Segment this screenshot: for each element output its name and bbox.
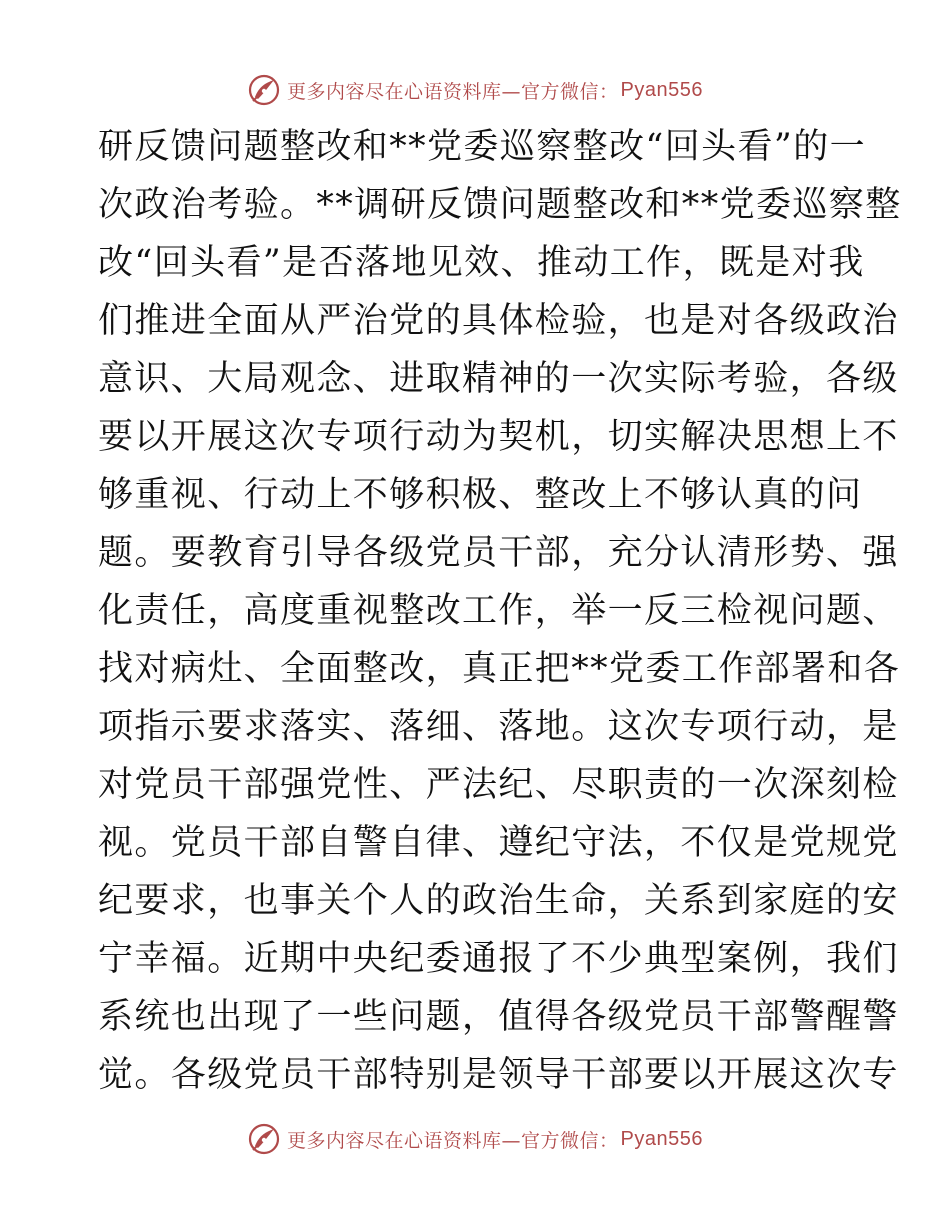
body-line: 宁幸福。近期中央纪委通报了不少典型案例，我们 (98, 939, 899, 979)
body-line: 找对病灶、全面整改，真正把**党委工作部署和各 (98, 649, 901, 689)
footer-watermark-banner (0, 1117, 950, 1161)
body-line: 次政治考验。**调研反馈问题整改和**党委巡察整 (98, 185, 902, 225)
document-body (98, 118, 902, 1104)
banner-text: 更多内容尽在心语资料库—官方微信： (287, 1129, 619, 1152)
body-line: 改“回头看”是否落地见效、推动工作，既是对我 (98, 243, 865, 283)
header-watermark-banner (0, 68, 950, 112)
body-line: 研反馈问题整改和**党委巡察整改“回头看”的一 (98, 127, 866, 167)
pen-circle-logo-icon (247, 1122, 281, 1156)
body-line: 意识、大局观念、进取精神的一次实际考验，各级 (98, 359, 899, 399)
banner-text: 更多内容尽在心语资料库—官方微信： (287, 80, 619, 103)
body-line: 觉。各级党员干部特别是领导干部要以开展这次专 (98, 1055, 899, 1095)
body-line: 要以开展这次专项行动为契机，切实解决思想上不 (98, 417, 899, 457)
body-line: 们推进全面从严治党的具体检验，也是对各级政治 (98, 301, 899, 341)
body-line: 对党员干部强党性、严法纪、尽职责的一次深刻检 (98, 765, 899, 805)
body-line: 化责任，高度重视整改工作，举一反三检视问题、 (98, 591, 899, 631)
body-line: 系统也出现了一些问题，值得各级党员干部警醒警 (98, 997, 899, 1037)
pen-circle-logo-icon (247, 73, 281, 107)
banner-wechat-id: Pyan556 (620, 1127, 703, 1150)
body-line: 视。党员干部自警自律、遵纪守法，不仅是党规党 (98, 823, 899, 863)
body-line: 够重视、行动上不够积极、整改上不够认真的问 (98, 475, 863, 515)
body-line: 题。要教育引导各级党员干部，充分认清形势、强 (98, 533, 899, 573)
banner-wechat-id: Pyan556 (620, 78, 703, 101)
body-line: 项指示要求落实、落细、落地。这次专项行动，是 (98, 707, 899, 747)
body-line: 纪要求，也事关个人的政治生命，关系到家庭的安 (98, 881, 899, 921)
